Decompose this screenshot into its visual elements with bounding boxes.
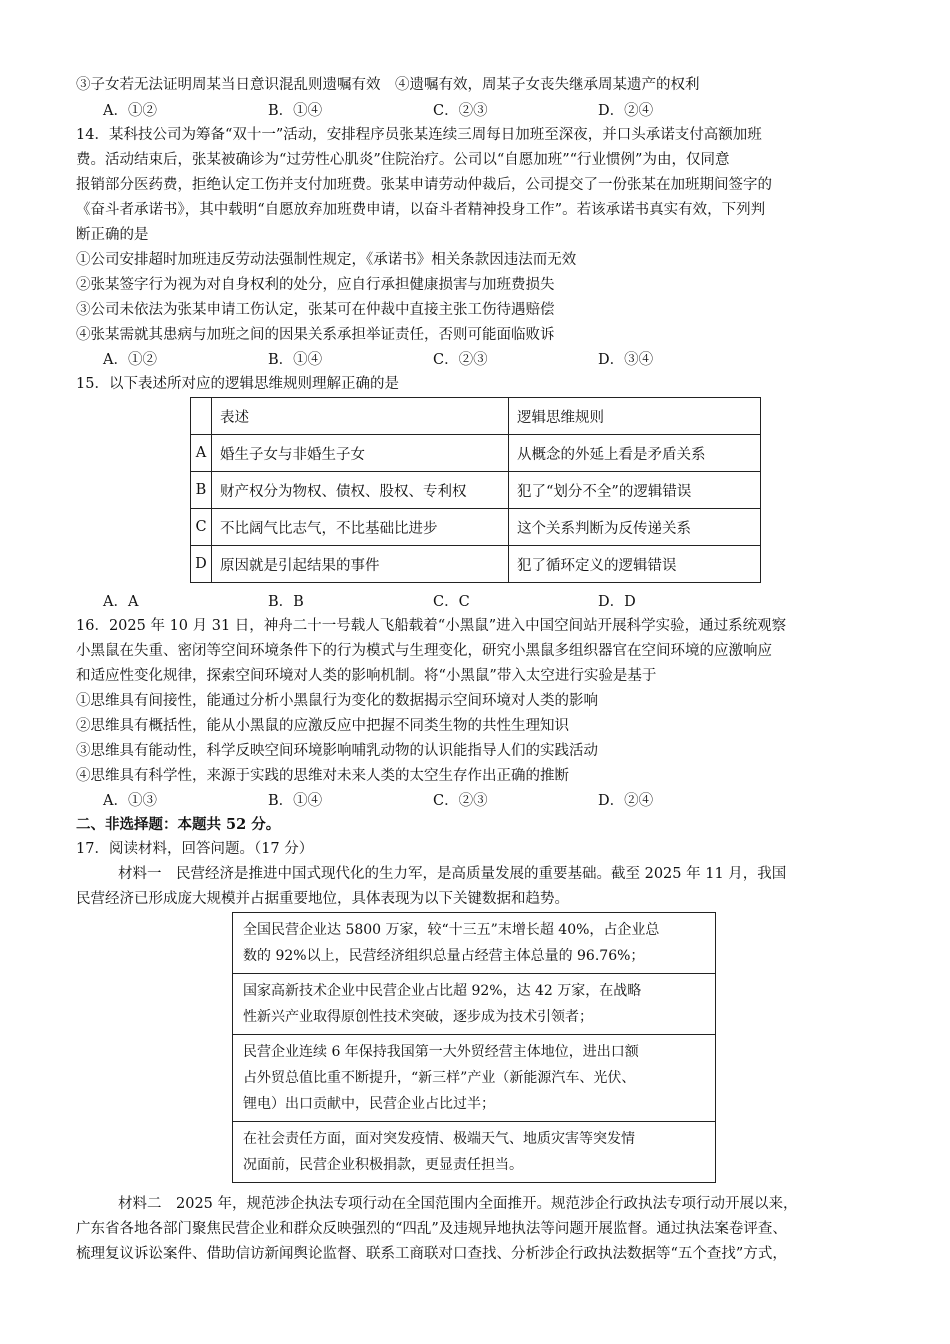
material2-line: 梳理复议诉讼案件、借助信访新闻舆论监督、联系工商联对口查找、分析涉企行政执法数据等“五个查找”方式， [76, 1246, 787, 1262]
table-cell: 原因就是引起结果的事件 [212, 546, 509, 583]
table-cell: C [191, 509, 212, 546]
q14-statement: ④张某需就其患病与加班之间的因果关系承担举证责任，否则可能面临败诉 [76, 327, 555, 343]
option-d[interactable]: D．③④ [598, 352, 654, 368]
table-cell: 从概念的外延上看是矛盾关系 [509, 435, 761, 472]
option-d[interactable]: D．②④ [598, 103, 654, 119]
option-c[interactable]: C．②③ [433, 352, 488, 368]
q16-statement: ①思维具有间接性，能通过分析小黑鼠行为变化的数据揭示空间环境对人类的影响 [76, 693, 598, 709]
table-row [191, 546, 761, 583]
table-header-cell: 表述 [212, 398, 509, 435]
table-cell: 婚生子女与非婚生子女 [212, 435, 509, 472]
option-b[interactable]: B．①④ [268, 103, 323, 119]
table-row [191, 435, 761, 472]
q14-statement: ②张某签字行为视为对自身权利的处分，应自行承担健康损害与加班费损失 [76, 277, 555, 293]
option-b[interactable]: B．①④ [268, 793, 323, 809]
data-box-line: 性新兴产业取得原创性技术突破，逐步成为技术引领者； [243, 1009, 593, 1025]
q16-stem-line: 16．2025 年 10 月 31 日，神舟二十一号载人飞船载着“小黑鼠”进入中国空间站开展科学实验，通过系统观察 [76, 618, 787, 634]
table-cell: 犯了“划分不全”的逻辑错误 [509, 472, 761, 509]
table-cell: B [191, 472, 212, 509]
option-c[interactable]: C．②③ [433, 103, 488, 119]
q13-statements: ③子女若无法证明周某当日意识混乱则遗嘱有效 ④遗嘱有效，周某子女丧失继承周某遗产的权利 [76, 77, 700, 93]
table-cell: 犯了循环定义的逻辑错误 [509, 546, 761, 583]
q16-stem-line: 和适应性变化规律，探索空间环境对人类的影响机制。将“小黑鼠”带入太空进行实验是基于 [76, 668, 657, 684]
material1-line: 材料一 民营经济是推进中国式现代化的生力军，是高质量发展的重要基础。截至 2025 年 11 月，我国 [118, 866, 787, 882]
q15-table [190, 397, 761, 583]
data-box-line: 在社会责任方面，面对突发疫情、极端天气、地质灾害等突发情 [243, 1131, 635, 1147]
data-box-line: 全国民营企业达 5800 万家，较“十三五”末增长超 40%，占企业总 [243, 922, 660, 938]
q16-statement: ④思维具有科学性，来源于实践的思维对未来人类的太空生存作出正确的推断 [76, 768, 569, 784]
q14-stem-line: 断正确的是 [76, 227, 149, 243]
table-row [191, 472, 761, 509]
q16-options [103, 789, 863, 813]
q14-stem-line: 《奋斗者承诺书》，其中载明“自愿放弃加班费申请，以奋斗者精神投身工作”。若该承诺书真实有效，下列判 [76, 202, 766, 218]
data-box-line: 国家高新技术企业中民营企业占比超 92%，达 42 万家，在战略 [243, 983, 642, 999]
option-a[interactable]: A．①② [103, 103, 157, 119]
option-b[interactable]: B．B [268, 594, 304, 610]
table-cell: 财产权分为物权、债权、股权、专利权 [212, 472, 509, 509]
table-cell: D [191, 546, 212, 583]
option-c[interactable]: C．②③ [433, 793, 488, 809]
data-box-item [233, 974, 715, 1035]
table-header-row [191, 398, 761, 435]
q15-stem: 15．以下表述所对应的逻辑思维规则理解正确的是 [76, 376, 399, 392]
q16-stem-line: 小黑鼠在失重、密闭等空间环境条件下的行为模式与生理变化，研究小黑鼠多组织器官在空间环境的应激响应 [76, 643, 772, 659]
material2-line: 广东省各地各部门聚焦民营企业和群众反映强烈的“四乱”及违规异地执法等问题开展监督。通过执法案卷评查、 [76, 1221, 787, 1237]
q14-statement: ③公司未依法为张某申请工伤认定，张某可在仲裁中直接主张工伤待遇赔偿 [76, 302, 555, 318]
q14-stem-line: 14．某科技公司为筹备“双十一”活动，安排程序员张某连续三周每日加班至深夜，并口头承诺支付高额加班 [76, 127, 762, 143]
table-row [191, 509, 761, 546]
material1-line: 民营经济已形成庞大规模并占据重要地位，具体表现为以下关键数据和趋势。 [76, 891, 569, 907]
data-box [232, 912, 716, 1183]
option-a[interactable]: A．①③ [103, 793, 157, 809]
q14-options [103, 348, 863, 372]
option-a[interactable]: A．①② [103, 352, 157, 368]
table-cell: 这个关系判断为反传递关系 [509, 509, 761, 546]
data-box-line: 民营企业连续 6 年保持我国第一大外贸经营主体地位，进出口额 [243, 1044, 639, 1060]
section-heading: 二、非选择题：本题共 52 分。 [76, 816, 281, 833]
q14-statement: ①公司安排超时加班违反劳动法强制性规定，《承诺书》相关条款因违法而无效 [76, 252, 577, 268]
data-box-item [233, 1122, 715, 1182]
option-c[interactable]: C．C [433, 594, 470, 610]
data-box-item [233, 913, 715, 974]
table-cell: 不比阔气比志气，不比基础比进步 [212, 509, 509, 546]
data-box-line: 况面前，民营企业积极捐款，更显责任担当。 [243, 1157, 523, 1173]
option-b[interactable]: B．①④ [268, 352, 323, 368]
q16-statement: ②思维具有概括性，能从小黑鼠的应激反应中把握不同类生物的共性生理知识 [76, 718, 569, 734]
table-header-cell [191, 398, 212, 435]
material2-line: 材料二 2025 年，规范涉企执法专项行动在全国范围内全面推开。规范涉企行政执法专项行动开展以来， [118, 1196, 798, 1212]
data-box-line: 占外贸总值比重不断提升，“新三样”产业（新能源汽车、光伏、 [243, 1070, 636, 1086]
table-header-cell: 逻辑思维规则 [509, 398, 761, 435]
option-d[interactable]: D．②④ [598, 793, 654, 809]
q15-options [103, 590, 863, 614]
data-box-line: 数的 92%以上，民营经济组织总量占经营主体总量的 96.76%； [243, 948, 645, 964]
data-box-item [233, 1035, 715, 1122]
q16-statement: ③思维具有能动性，科学反映空间环境影响哺乳动物的认识能指导人们的实践活动 [76, 743, 598, 759]
data-box-line: 锂电）出口贡献中，民营企业占比过半； [243, 1096, 495, 1112]
option-d[interactable]: D．D [598, 594, 636, 610]
q14-stem-line: 费。活动结束后，张某被确诊为“过劳性心肌炎”住院治疗。公司以“自愿加班”“行业惯例”为由，仅同意 [76, 152, 730, 168]
table-cell: A [191, 435, 212, 472]
q14-stem-line: 报销部分医药费，拒绝认定工伤并支付加班费。张某申请劳动仲裁后，公司提交了一份张某在加班期间签字的 [76, 177, 772, 193]
q17-stem: 17．阅读材料，回答问题。（17 分） [76, 841, 314, 857]
option-a[interactable]: A．A [103, 594, 139, 610]
q13-options [103, 99, 863, 123]
